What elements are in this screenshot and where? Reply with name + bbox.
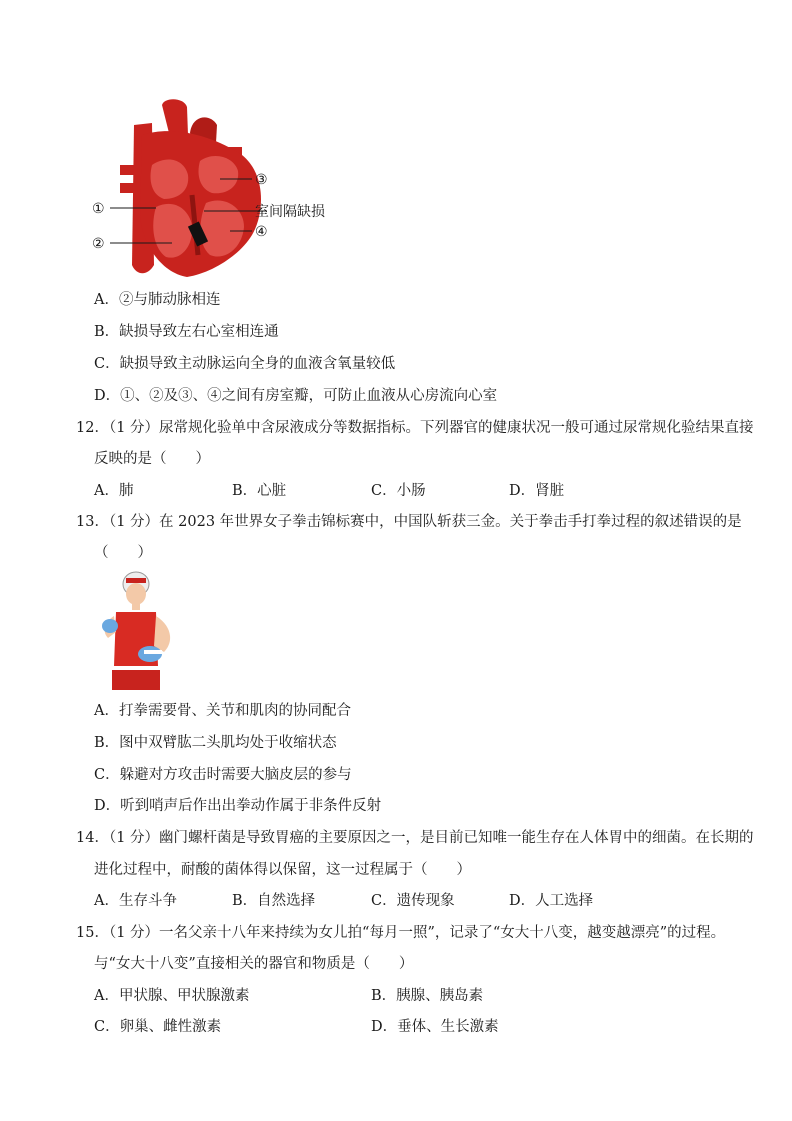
heart-body (140, 131, 261, 277)
q12-option-b: B．心脏 (232, 483, 287, 499)
q11-option-a: A．②与肺动脉相连 (94, 292, 221, 308)
q13-option-d: D．听到哨声后作出出拳动作属于非条件反射 (94, 798, 382, 814)
q15-option-b: B．胰腺、胰岛素 (371, 988, 484, 1004)
q12-option-a: A．肺 (94, 483, 134, 499)
q14-option-d: D．人工选择 (509, 893, 594, 909)
q15-option-c: C．卵巢、雌性激素 (94, 1019, 222, 1035)
q12-option-d: D．肾脏 (509, 483, 565, 499)
q13-option-a: A．打拳需要骨、关节和肌肉的协同配合 (94, 703, 351, 719)
q14-option-a: A．生存斗争 (94, 893, 177, 909)
q15-option-d: D．垂体、生长激素 (371, 1019, 499, 1035)
heart-diagram (92, 95, 342, 285)
q12-stem-line1: 12．（1 分）尿常规化验单中含尿液成分等数据指标。下列器官的健康状况一般可通过尿常规化验结果直接 (76, 420, 754, 436)
label-2: ② (92, 236, 105, 252)
q14-stem-line2: 进化过程中，耐酸的菌体得以保留，这一过程属于（ ） (94, 862, 471, 878)
label-1: ① (92, 201, 105, 217)
q13-stem-line1: 13．（1 分）在 2023 年世界女子拳击锦标赛中，中国队斩获三金。关于拳击手打拳过程的叙述错误的是 (76, 514, 742, 530)
q15-stem-line1: 15．（1 分）一名父亲十八年来持续为女儿拍“每月一照”，记录了“女大十八变，越变越漂亮”的过程。 (76, 925, 726, 941)
q11-option-d: D．①、②及③、④之间有房室瓣，可防止血液从心房流向心室 (94, 388, 498, 404)
q13-option-c: C．躲避对方攻击时需要大脑皮层的参与 (94, 767, 352, 783)
q11-option-c: C．缺损导致主动脉运向全身的血液含氧量较低 (94, 356, 396, 372)
q11-option-b: B．缺损导致左右心室相连通 (94, 324, 279, 340)
q15-option-a: A．甲状腺、甲状腺激素 (94, 988, 250, 1004)
q13-stem-line2: （ ） (94, 545, 152, 561)
label-4: ④ (255, 224, 268, 240)
q12-stem-line2: 反映的是（ ） (94, 451, 210, 467)
q13-option-b: B．图中双臂肱二头肌均处于收缩状态 (94, 735, 337, 751)
q15-stem-line2: 与“女大十八变”直接相关的器官和物质是（ ） (94, 956, 414, 972)
q14-stem-line1: 14．（1 分）幽门螺杆菌是导致胃癌的主要原因之一，是目前已知唯一能生存在人体胃中的细菌。在长期的 (76, 830, 754, 846)
q14-option-b: B．自然选择 (232, 893, 316, 909)
q14-option-c: C．遗传现象 (371, 893, 455, 909)
label-defect: 室间隔缺损 (255, 204, 325, 220)
label-3: ③ (255, 172, 268, 188)
q12-option-c: C．小肠 (371, 483, 426, 499)
boxer-illustration (92, 570, 184, 692)
